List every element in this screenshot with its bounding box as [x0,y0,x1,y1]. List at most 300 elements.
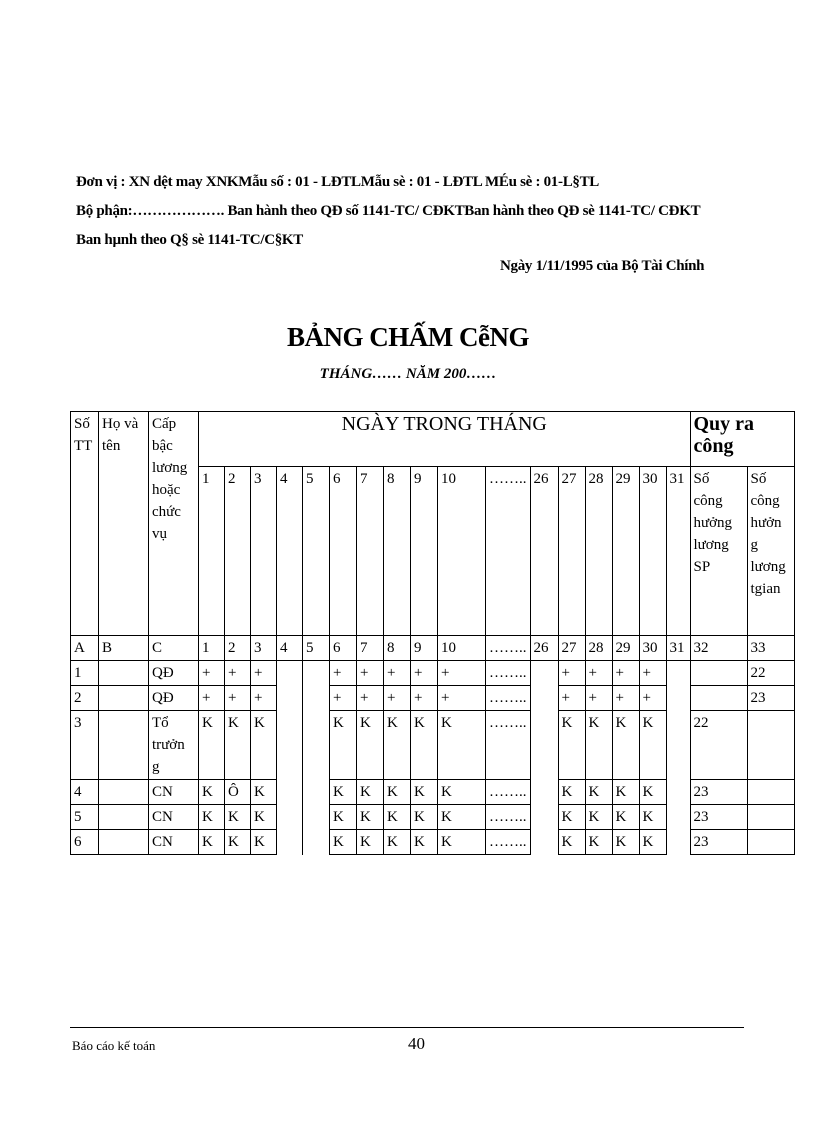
row-sp-cell [690,686,747,711]
header-unit-line: Đơn vị : XN dệt may XNKMẫu số : 01 - LĐTLMẫu sè : 01 - LĐTL MÉu sè : 01-L§TL [76,174,600,190]
column-letter-cell-text: 6 [333,640,341,656]
day-mark-cell [225,780,251,805]
day-mark-cell [225,686,251,711]
day-mark-cell-text: K [228,715,239,731]
day-mark-cell-text: Ô [228,784,239,800]
day-mark-cell [357,686,384,711]
day-mark-cell [199,686,225,711]
column-letter-cell [639,636,666,661]
day-header-cell [384,467,411,636]
day-mark-cell [330,661,357,686]
day-mark-cell-text: K [202,809,213,825]
day-mark-cell-text: K [202,715,213,731]
day-mark-cell-text: K [441,809,452,825]
day-mark-cell [558,780,585,805]
day-mark-cell-text: K [254,834,265,850]
day-mark-cell [486,805,531,830]
day-mark-cell [612,780,639,805]
day-mark-cell-text: K [387,715,398,731]
day-mark-cell-text: + [202,690,211,706]
column-letter-cell-text: 33 [750,640,766,656]
day-mark-cell-text: K [615,784,627,800]
day-mark-cell-text: + [642,690,651,706]
row-stt-cell [71,780,99,805]
day-mark-cell-text: K [414,784,425,800]
table-row [71,661,795,686]
col-name-header-text: Họ và [102,416,139,432]
day-mark-cell [199,805,225,830]
day-header-cell [639,467,666,636]
day-mark-cell [251,780,277,805]
row-sp-cell-text: 22 [693,715,709,731]
column-letter-cell [666,636,690,661]
day-mark-cell-text: K [642,834,654,850]
row-rank-cell-text: Tổ [152,715,169,731]
day-mark-cell-text: K [615,834,627,850]
day-header-cell-text: …….. [489,471,527,487]
day-mark-cell [639,830,666,855]
day-mark-cell-text: + [254,665,263,681]
column-letter-cell-text: 28 [588,640,604,656]
column-letter-cell [585,636,612,661]
day-mark-cell-text: K [254,715,265,731]
day-mark-cell-text: K [414,809,425,825]
day-mark-cell-text: K [588,834,600,850]
col-sp-header-text: Số [693,471,710,487]
day-mark-cell [384,805,411,830]
row-name-cell [99,780,149,805]
day-mark-cell-text: K [588,784,600,800]
col-stt-header [71,412,99,636]
day-mark-cell [330,830,357,855]
day-mark-cell-text: + [615,665,624,681]
day-mark-cell [357,661,384,686]
row-stt-cell [71,805,99,830]
day-mark-cell [251,711,277,780]
day-mark-cell [585,830,612,855]
day-mark-cell-text: + [588,690,597,706]
days-group-header [199,412,691,467]
column-letter-cell [747,636,794,661]
row-sp-cell [690,780,747,805]
col-tg-header-text: tgian [750,581,781,597]
table-row [71,830,795,855]
col-rank-header-text: lương [152,460,188,476]
day-mark-cell [558,661,585,686]
day-header-cell [277,467,303,636]
day-mark-cell-text: K [387,834,398,850]
day-header-cell [486,467,531,636]
day-mark-cell-text: + [387,690,396,706]
day-mark-cell [486,686,531,711]
day-mark-cell-text: + [414,690,423,706]
row-name-cell [99,711,149,780]
day-mark-cell [486,711,531,780]
day-mark-cell-text: + [561,690,570,706]
row-stt-cell-text: 2 [74,690,82,706]
day-header-cell [303,467,330,636]
col-rank-header-text: vụ [152,526,167,542]
col-tg-header-text: hưởn [750,515,782,531]
day-mark-cell [357,830,384,855]
row-name-cell [99,661,149,686]
column-letter-cell [486,636,531,661]
row-sp-cell-text: 23 [693,809,709,825]
row-stt-cell [71,686,99,711]
row-stt-cell [71,830,99,855]
col-sp-header-text: hưởng [693,515,733,531]
day-mark-cell-text: K [360,784,371,800]
day-mark-cell-text: …….. [489,690,527,706]
day-mark-cell [357,805,384,830]
day-mark-cell [277,830,303,855]
day-mark-cell [303,661,330,686]
row-sp-cell [690,805,747,830]
col-rank-header-text: Cấp [152,416,177,432]
row-rank-cell-text: CN [152,784,173,800]
day-mark-cell [411,661,438,686]
day-mark-cell [384,780,411,805]
day-mark-cell-text: + [360,690,369,706]
column-letter-row [71,636,795,661]
day-header-cell [251,467,277,636]
day-mark-cell-text: + [441,690,450,706]
day-mark-cell [585,780,612,805]
day-mark-cell-text: K [588,715,600,731]
col-tg-header [747,467,794,636]
day-mark-cell-text: K [588,809,600,825]
day-mark-cell [199,661,225,686]
day-mark-cell [251,805,277,830]
row-stt-cell-text: 6 [74,834,82,850]
column-letter-cell-text: 8 [387,640,395,656]
day-mark-cell-text: K [387,809,398,825]
day-mark-cell-text: + [414,665,423,681]
row-stt-cell [71,661,99,686]
day-mark-cell [612,805,639,830]
row-tg-cell [747,711,794,780]
day-mark-cell [666,661,690,686]
day-mark-cell [277,780,303,805]
column-letter-cell [438,636,486,661]
day-header-cell-text: 7 [360,471,368,487]
day-mark-cell [585,661,612,686]
day-header-cell [330,467,357,636]
row-tg-cell-text: 23 [750,690,766,706]
row-rank-cell [149,830,199,855]
day-mark-cell [225,830,251,855]
day-header-cell [225,467,251,636]
day-mark-cell [330,686,357,711]
row-stt-cell-text: 5 [74,809,82,825]
day-mark-cell [411,830,438,855]
day-mark-cell-text: + [254,690,263,706]
day-mark-cell [277,805,303,830]
day-mark-cell-text: K [561,715,573,731]
day-mark-cell [558,711,585,780]
day-mark-cell [530,830,558,855]
day-mark-cell-text: + [561,665,570,681]
day-mark-cell-text: K [642,715,654,731]
day-mark-cell [411,780,438,805]
day-header-cell [666,467,690,636]
col-rank-header-text: chức [152,504,181,520]
col-sp-header-text: lương [693,537,729,553]
day-header-cell-text: 28 [588,471,604,487]
day-mark-cell [486,661,531,686]
day-mark-cell-text: K [615,809,627,825]
day-header-cell-text: 5 [306,471,314,487]
day-mark-cell-text: + [615,690,624,706]
day-mark-cell [330,711,357,780]
footer-page-number: 40 [408,1034,425,1053]
day-header-cell [585,467,612,636]
day-mark-cell-text: K [414,715,425,731]
day-mark-cell [486,830,531,855]
day-mark-cell [666,830,690,855]
row-stt-cell [71,711,99,780]
day-mark-cell [303,830,330,855]
table-row [71,711,795,780]
column-letter-cell [303,636,330,661]
column-letter-cell [330,636,357,661]
row-stt-cell-text: 1 [74,665,82,681]
day-mark-cell [612,711,639,780]
row-rank-cell [149,661,199,686]
row-sp-cell-text: 23 [693,834,709,850]
day-mark-cell [384,711,411,780]
day-mark-cell [530,780,558,805]
day-mark-cell [612,830,639,855]
timesheet-table [70,411,795,855]
days-group-header-text: NGÀY TRONG THÁNG [341,413,547,435]
header-date-line: Ngày 1/11/1995 của Bộ Tài Chính [500,258,705,274]
day-mark-cell [530,661,558,686]
day-mark-cell-text: + [441,665,450,681]
day-mark-cell [486,780,531,805]
column-letter-cell-text: 10 [441,640,456,656]
col-sp-header-text: công [693,493,723,509]
day-mark-cell [251,830,277,855]
column-letter-cell [225,636,251,661]
day-mark-cell [277,661,303,686]
day-mark-cell [639,805,666,830]
day-header-cell-text: 8 [387,471,395,487]
row-tg-cell [747,780,794,805]
day-mark-cell [303,686,330,711]
day-mark-cell [438,830,486,855]
column-letter-cell-text: …….. [489,640,527,656]
day-mark-cell [411,805,438,830]
day-header-cell [530,467,558,636]
column-letter-cell [530,636,558,661]
day-mark-cell [438,780,486,805]
day-mark-cell-text: K [228,809,239,825]
row-sp-cell-text: 23 [693,784,709,800]
column-letter-cell-text: A [74,640,85,656]
day-mark-cell [411,686,438,711]
day-mark-cell [585,686,612,711]
day-mark-cell [277,711,303,780]
day-mark-cell-text: K [642,784,654,800]
day-mark-cell-text: K [561,784,573,800]
day-mark-cell [666,686,690,711]
day-header-cell-text: 26 [533,471,549,487]
day-mark-cell [585,805,612,830]
page-subtitle: THÁNG…… NĂM 200…… [319,366,497,382]
day-mark-cell-text: K [202,834,213,850]
day-header-cell [612,467,639,636]
day-mark-cell-text: K [441,834,452,850]
day-mark-cell-text: + [360,665,369,681]
day-mark-cell-text: K [333,834,344,850]
header-regulation-line: Ban hµnh theo Q§ sè 1141-TC/C§KT [76,232,304,248]
row-rank-cell-text: CN [152,809,173,825]
day-mark-cell [612,661,639,686]
day-mark-cell-text: + [333,690,342,706]
column-letter-cell-text: 3 [254,640,262,656]
column-letter-cell-text: 26 [533,640,549,656]
day-mark-cell-text: K [228,834,239,850]
day-mark-cell [330,805,357,830]
day-mark-cell [530,805,558,830]
col-name-header [99,412,149,636]
day-mark-cell-text: + [228,690,237,706]
day-mark-cell [558,830,585,855]
day-mark-cell [199,830,225,855]
day-mark-cell-text: + [202,665,211,681]
column-letter-cell-text: 29 [615,640,631,656]
day-mark-cell-text: K [360,834,371,850]
day-mark-cell-text: K [202,784,213,800]
quyra-group-header [690,412,794,467]
day-mark-cell [666,805,690,830]
row-rank-cell-text: trưởn [152,737,185,753]
day-mark-cell [277,686,303,711]
day-mark-cell-text: K [561,834,573,850]
col-rank-header-text: hoặc [152,482,181,498]
day-header-cell-text: 31 [669,471,685,487]
day-mark-cell-text: K [441,715,452,731]
day-mark-cell [225,711,251,780]
column-letter-cell [384,636,411,661]
day-mark-cell-text: …….. [489,784,527,800]
page-title: BẢNG CHẤM CễNG [287,322,529,352]
table-row [71,780,795,805]
col-tg-header-text: lương [750,559,786,575]
column-letter-cell [690,636,747,661]
column-letter-cell-text: 4 [280,640,288,656]
day-mark-cell [357,711,384,780]
row-sp-cell [690,661,747,686]
column-letter-cell [357,636,384,661]
row-tg-cell [747,830,794,855]
row-rank-cell [149,780,199,805]
col-stt-header-text: TT [74,438,93,454]
day-mark-cell [438,661,486,686]
row-name-cell [99,686,149,711]
col-tg-header-text: g [750,537,758,553]
day-header-cell-text: 6 [333,471,341,487]
column-letter-cell [612,636,639,661]
day-mark-cell [303,711,330,780]
day-mark-cell [384,661,411,686]
day-mark-cell [438,711,486,780]
day-header-cell-text: 1 [202,471,210,487]
column-letter-cell-text: 2 [228,640,236,656]
col-sp-header-text: SP [693,559,711,575]
day-mark-cell [639,711,666,780]
row-name-cell [99,830,149,855]
column-letter-cell-text: B [102,640,113,656]
column-letter-cell-text: 7 [360,640,368,656]
day-header-cell [411,467,438,636]
header-department-line: Bộ phận:………………. Ban hành theo QĐ số 1141-TC/ CĐKTBan hành theo QĐ sè 1141-TC/ CĐKT [76,203,701,219]
day-mark-cell [225,661,251,686]
day-header-cell-text: 27 [561,471,577,487]
row-rank-cell [149,711,199,780]
day-header-cell [558,467,585,636]
row-sp-cell [690,711,747,780]
column-letter-cell-text: 1 [202,640,210,656]
table-row [71,686,795,711]
day-mark-cell [639,661,666,686]
column-letter-cell-text: C [152,640,163,656]
day-mark-cell-text: + [333,665,342,681]
day-mark-cell [612,686,639,711]
col-name-header-text: tên [102,438,121,454]
column-letter-cell [251,636,277,661]
day-mark-cell [384,686,411,711]
day-mark-cell [530,711,558,780]
day-mark-cell-text: K [414,834,425,850]
day-header-cell [199,467,225,636]
day-mark-cell-text: K [615,715,627,731]
row-tg-cell-text: 22 [750,665,766,681]
table-row [71,805,795,830]
footer-divider [70,1027,744,1028]
day-mark-cell [411,711,438,780]
column-letter-cell [558,636,585,661]
row-rank-cell-text: QĐ [152,690,174,706]
column-letter-cell [71,636,99,661]
column-letter-cell-text: 31 [669,640,685,656]
row-rank-cell [149,805,199,830]
day-mark-cell-text: …….. [489,834,527,850]
day-header-cell-text: 30 [642,471,658,487]
column-letter-cell [411,636,438,661]
day-mark-cell [357,780,384,805]
day-header-cell [438,467,486,636]
row-sp-cell [690,830,747,855]
day-mark-cell [330,780,357,805]
column-letter-cell [199,636,225,661]
row-stt-cell-text: 3 [74,715,82,731]
day-mark-cell [251,661,277,686]
day-mark-cell [199,711,225,780]
day-mark-cell-text: + [642,665,651,681]
day-mark-cell-text: + [228,665,237,681]
day-mark-cell [438,805,486,830]
row-tg-cell [747,661,794,686]
row-tg-cell [747,686,794,711]
footer-report-label: Báo cáo kế toán [72,1038,156,1053]
day-mark-cell-text: + [387,665,396,681]
day-mark-cell-text: K [360,715,371,731]
day-header-cell [357,467,384,636]
day-mark-cell-text: K [333,784,344,800]
day-header-cell-text: 10 [441,471,456,487]
